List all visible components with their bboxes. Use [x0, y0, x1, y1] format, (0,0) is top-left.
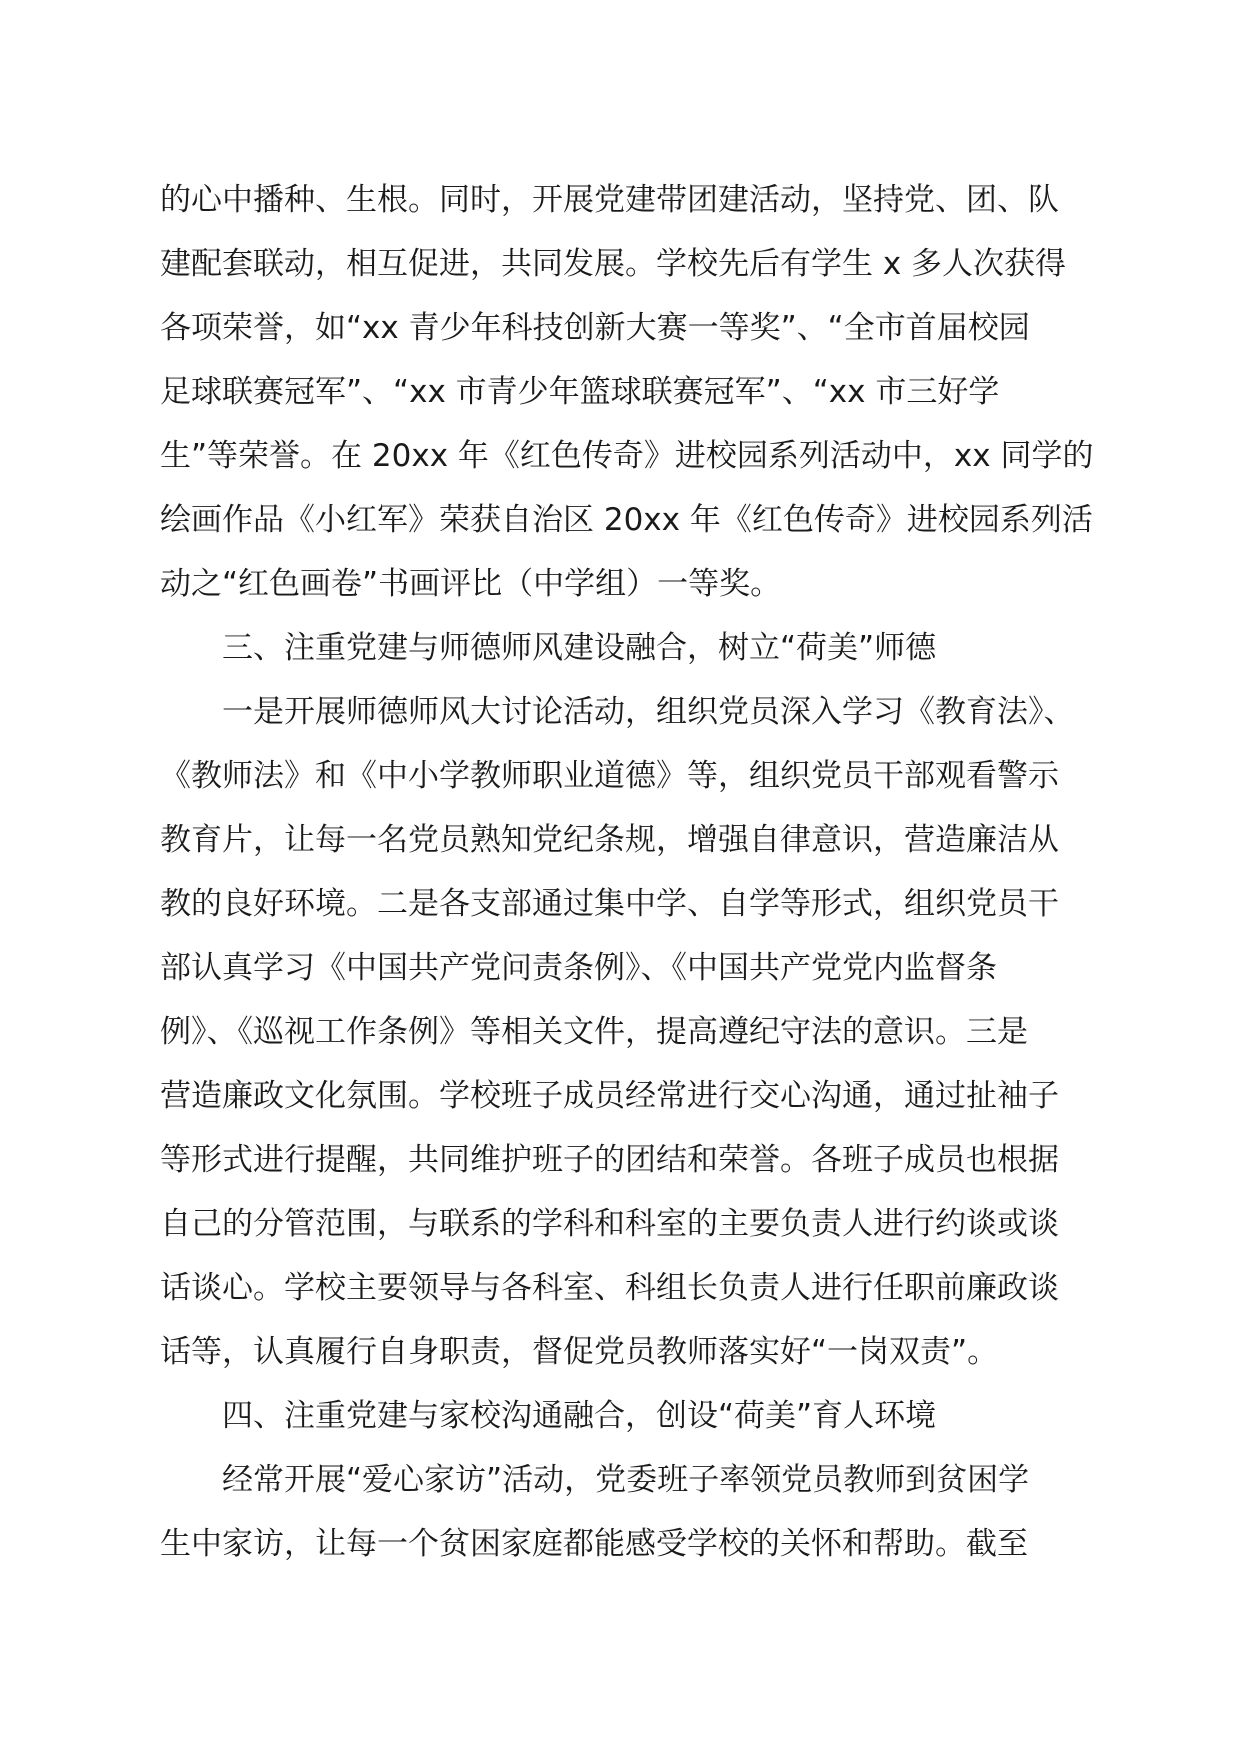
text-line: 部认真学习《中国共产党问责条例》、《中国共产党党内监督条 — [160, 950, 997, 986]
text-line: 的心中播种、生根。同时，开展党建带团建活动，坚持党、团、队 — [160, 182, 1059, 218]
text-line: 话谈心。学校主要领导与各科室、科组长负责人进行任职前廉政谈 — [160, 1270, 1059, 1306]
paragraph-first-line: 一是开展师德师风大讨论活动，组织党员深入学习《教育法》、 — [222, 694, 1075, 730]
text-line: 自己的分管范围，与联系的学科和科室的主要负责人进行约谈或谈 — [160, 1206, 1059, 1242]
text-line: 营造廉政文化氛围。学校班子成员经常进行交心沟通，通过扯袖子 — [160, 1078, 1059, 1114]
text-line: 生中家访，让每一个贫困家庭都能感受学校的关怀和帮助。截至 — [160, 1526, 1028, 1562]
text-line: 各项荣誉，如“xx 青少年科技创新大赛一等奖”、“全市首届校园 — [160, 310, 1030, 346]
paragraph-first-line: 三、注重党建与师德师风建设融合，树立“荷美”师德 — [222, 630, 937, 666]
text-line: 例》、《巡视工作条例》等相关文件，提高遵纪守法的意识。三是 — [160, 1014, 1028, 1050]
text-line: 动之“红色画卷”书画评比（中学组）一等奖。 — [160, 566, 782, 602]
text-line: 《教师法》和《中小学教师职业道德》等，组织党员干部观看警示 — [160, 758, 1059, 794]
text-line: 等形式进行提醒，共同维护班子的团结和荣誉。各班子成员也根据 — [160, 1142, 1059, 1178]
paragraph-first-line: 经常开展“爱心家访”活动，党委班子率领党员教师到贫困学 — [222, 1462, 1030, 1498]
text-line: 话等，认真履行自身职责，督促党员教师落实好“一岗双责”。 — [160, 1334, 999, 1370]
text-line: 教的良好环境。二是各支部通过集中学、自学等形式，组织党员干 — [160, 886, 1059, 922]
document-body — [160, 168, 1100, 1576]
paragraph-first-line: 四、注重党建与家校沟通融合，创设“荷美”育人环境 — [222, 1398, 937, 1434]
text-line: 教育片，让每一名党员熟知党纪条规，增强自律意识，营造廉洁从 — [160, 822, 1059, 858]
text-line: 足球联赛冠军”、“xx 市青少年篮球联赛冠军”、“xx 市三好学 — [160, 374, 1000, 410]
text-line: 绘画作品《小红军》荣获自治区 20xx 年《红色传奇》进校园系列活 — [160, 502, 1093, 538]
text-line: 建配套联动，相互促进，共同发展。学校先后有学生 x 多人次获得 — [160, 246, 1067, 282]
text-line: 生”等荣誉。在 20xx 年《红色传奇》进校园系列活动中，xx 同学的 — [160, 438, 1094, 474]
